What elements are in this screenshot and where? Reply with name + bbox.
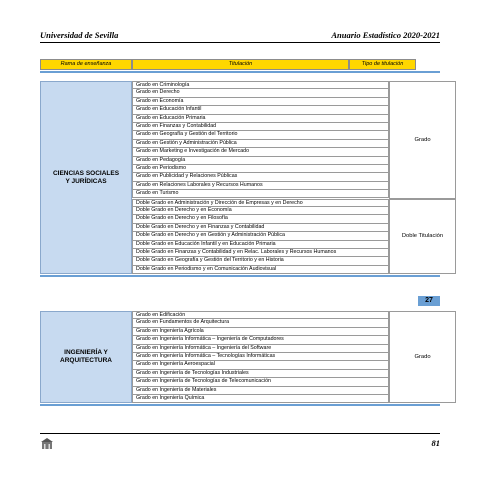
degree-row: Grado en Educación Infantil: [132, 106, 389, 114]
header-yearbook: Anuario Estadístico 2020-2021: [331, 30, 440, 40]
degree-row: Grado en Economía: [132, 98, 389, 106]
degree-row: Grado en Criminología: [132, 81, 389, 89]
degree-row: Grado en Ingeniería Aeroespacial: [132, 361, 389, 369]
degree-row: Doble Grado en Educación Infantil y en Educación Primaria: [132, 241, 389, 249]
degree-row: Grado en Fundamentos de Arquitectura: [132, 319, 389, 327]
degree-row: Grado en Marketing e Investigación de Mercado: [132, 148, 389, 156]
degree-row: Grado en Ingeniería de Tecnologías Industriales: [132, 370, 389, 378]
degree-row: Grado en Ingeniería de Materiales: [132, 387, 389, 395]
degree-list: [132, 81, 389, 198]
degree-row: Grado en Educación Primaria: [132, 115, 389, 123]
degree-row: Grado en Ingeniería Química: [132, 395, 389, 403]
degree-row: Grado en Publicidad y Relaciones Públicas: [132, 173, 389, 181]
degree-row: Grado en Finanzas y Contabilidad: [132, 123, 389, 131]
page-number: 81: [431, 438, 440, 448]
degree-row: Grado en Turismo: [132, 190, 389, 198]
branch-name: CIENCIAS SOCIALES Y JURÍDICAS: [52, 169, 120, 185]
branch-section: [40, 311, 440, 403]
branch-label: [40, 81, 132, 274]
university-seal-icon: [40, 437, 54, 451]
degree-row: Grado en Ingeniería Agrícola: [132, 328, 389, 336]
column-header-rama: Rama de enseñanza: [40, 59, 132, 70]
degree-row: Grado en Pedagogía: [132, 157, 389, 165]
branch-section: [40, 81, 444, 274]
degree-row: Grado en Relaciones Laborales y Recursos Humanos: [132, 182, 389, 190]
degree-row: Grado en Periodismo: [132, 165, 389, 173]
branch-name: INGENIERÍA Y ARQUITECTURA: [60, 349, 112, 365]
section-rule: [40, 275, 440, 277]
column-header-rule: [40, 71, 440, 73]
column-header-titulacion: Titulación: [132, 59, 349, 70]
branch-label: [40, 311, 132, 403]
degree-row: Doble Grado en Derecho y en Finanzas y Contabilidad: [132, 224, 389, 232]
side-tab: 27: [418, 296, 440, 306]
degree-row: Doble Grado en Periodismo y en Comunicación Audiovisual: [132, 266, 389, 274]
degree-row: Grado en Ingeniería Informática – Tecnologías Informáticas: [132, 353, 389, 361]
degree-list: [132, 199, 389, 275]
degree-row: Doble Grado en Administración y Dirección de Empresas y en Derecho: [132, 199, 389, 207]
column-header-tipo: Tipo de titulación: [349, 59, 416, 70]
degree-type: Grado: [389, 81, 456, 199]
degree-row: Doble Grado en Derecho y en Filosofía: [132, 215, 389, 223]
degree-type: Grado: [389, 311, 456, 403]
degree-row: Grado en Geografía y Gestión del Territorio: [132, 131, 389, 139]
degree-row: Grado en Edificación: [132, 311, 389, 319]
degree-row: Grado en Ingeniería Informática – Ingeniería del Software: [132, 345, 389, 353]
degree-type: Doble Titulación: [389, 199, 456, 275]
degree-row: Grado en Ingeniería Informática – Ingeniería de Computadores: [132, 336, 389, 344]
degree-row: Grado en Ingeniería de Tecnologías de Telecomunicación: [132, 378, 389, 386]
header-rule: [40, 42, 440, 43]
degree-row: Doble Grado en Finanzas y Contabilidad y en Relac. Laborales y Recursos Humanos: [132, 249, 389, 257]
degree-row: Doble Grado en Geografía y Gestión del Territorio y en Historia: [132, 257, 389, 265]
degree-row: Doble Grado en Derecho y en Gestión y Administración Pública: [132, 232, 389, 240]
degree-list: [132, 311, 389, 403]
degree-row: Grado en Gestión y Administración Pública: [132, 140, 389, 148]
degree-row: Grado en Derecho: [132, 89, 389, 97]
footer-rule: [40, 433, 440, 434]
section-rule: [40, 404, 440, 406]
header-university: Universidad de Sevilla: [40, 30, 119, 40]
degree-row: Doble Grado en Derecho y en Economía: [132, 207, 389, 215]
